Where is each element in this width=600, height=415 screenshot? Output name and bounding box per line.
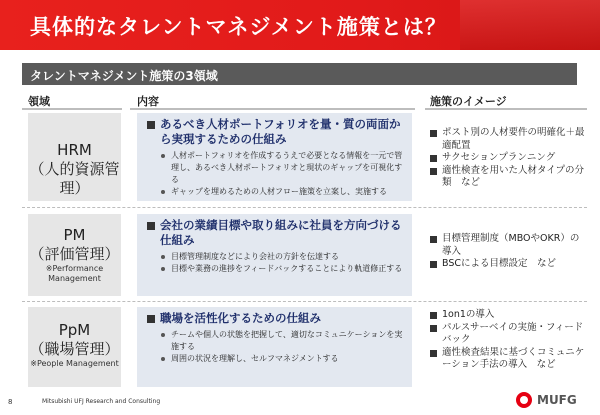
list-item: 1on1の導入: [430, 309, 585, 322]
row-label-subtitle: ※Performance Management: [45, 264, 104, 283]
row-label-subtitle: ※People Management: [30, 359, 119, 368]
row-content-ppm: [137, 307, 412, 387]
lead-text: あるべき人材ポートフォリオを量・質の両面から実現するための仕組み: [147, 117, 408, 147]
row-content-hrm: [137, 113, 412, 201]
list-item: 適性検査結果に基づくコミュニケーション手法の導入 など: [430, 347, 585, 372]
square-bullet-icon: [430, 325, 437, 332]
row-label-ppm: [28, 307, 121, 387]
column-header-underline: [425, 108, 587, 110]
square-bullet-icon: [430, 130, 437, 137]
column-header-underline: [130, 108, 415, 110]
list-item: 適性検査を用いた人材タイプの分類 など: [430, 165, 585, 190]
row-label-japanese: （職場管理）: [29, 340, 120, 358]
square-bullet-icon: [147, 222, 155, 230]
dot-bullet-icon: [161, 357, 165, 361]
column-header-area: 領域: [28, 95, 50, 108]
column-header-underline: [22, 108, 122, 110]
row-image-pm: [430, 233, 585, 271]
row-label-name: HRM: [57, 141, 92, 159]
square-bullet-icon: [430, 236, 437, 243]
list-item: サクセションプランニング: [430, 152, 585, 165]
slide-title: 具体的なタレントマネジメント施策とは？: [0, 0, 600, 50]
list-item: 人材ポートフォリオを作成するうえで必要となる情報を一元で管理し、あるべき人材ポートフォリオと現状のギャップを可視化する: [161, 150, 408, 186]
square-bullet-icon: [147, 315, 155, 323]
row-content-pm: [137, 214, 412, 296]
square-bullet-icon: [430, 168, 437, 175]
row-label-japanese: （評価管理）: [29, 245, 120, 263]
dot-bullet-icon: [161, 255, 165, 259]
logo-text: MUFG: [537, 393, 577, 407]
list-item: ギャップを埋めるための人材フロー施策を立案し、実施する: [161, 186, 408, 198]
row-divider: [22, 301, 587, 302]
lead-text: 職場を活性化するための仕組み: [147, 311, 408, 326]
square-bullet-icon: [147, 121, 155, 129]
dot-bullet-icon: [161, 154, 165, 158]
row-image-hrm: [430, 127, 585, 190]
row-image-ppm: [430, 309, 585, 372]
list-item: 目標管理制度（MBOやOKR）の導入: [430, 233, 585, 258]
dot-bullet-icon: [161, 333, 165, 337]
row-divider: [22, 207, 587, 208]
square-bullet-icon: [430, 155, 437, 162]
list-item: 目標管理制度などにより会社の方針を伝達する: [161, 251, 408, 263]
column-header-image: 施策のイメージ: [430, 95, 507, 108]
list-item: ポスト別の人材要件の明確化＋最適配置: [430, 127, 585, 152]
page-number: 8: [8, 398, 13, 406]
row-label-japanese: （人的資源管理）: [29, 160, 120, 197]
mufg-logo: [516, 390, 577, 410]
list-item: BSCによる目標設定 など: [430, 258, 585, 271]
dot-bullet-icon: [161, 190, 165, 194]
square-bullet-icon: [430, 312, 437, 319]
list-item: パルスサーベイの実施・フィードバック: [430, 322, 585, 347]
square-bullet-icon: [430, 261, 437, 268]
list-item: チームや個人の状態を把握して、適切なコミュニケーションを実施する: [161, 329, 408, 353]
section-title-band: タレントマネジメント施策の3領域: [22, 63, 577, 85]
lead-text: 会社の業績目標や取り組みに社員を方向づける仕組み: [147, 218, 408, 248]
list-item: 目標や業務の進捗をフィードバックすることにより軌道修正する: [161, 263, 408, 275]
column-header-content: 内容: [137, 95, 159, 108]
row-label-pm: [28, 214, 121, 296]
mufg-logo-icon: [516, 392, 532, 408]
row-label-hrm: [28, 113, 121, 201]
row-label-name: PpM: [58, 321, 91, 339]
square-bullet-icon: [430, 350, 437, 357]
dot-bullet-icon: [161, 267, 165, 271]
row-label-name: PM: [63, 226, 86, 244]
company-name: Mitsubishi UFJ Research and Consulting: [42, 398, 161, 405]
list-item: 周囲の状況を理解し、セルフマネジメントする: [161, 353, 408, 365]
